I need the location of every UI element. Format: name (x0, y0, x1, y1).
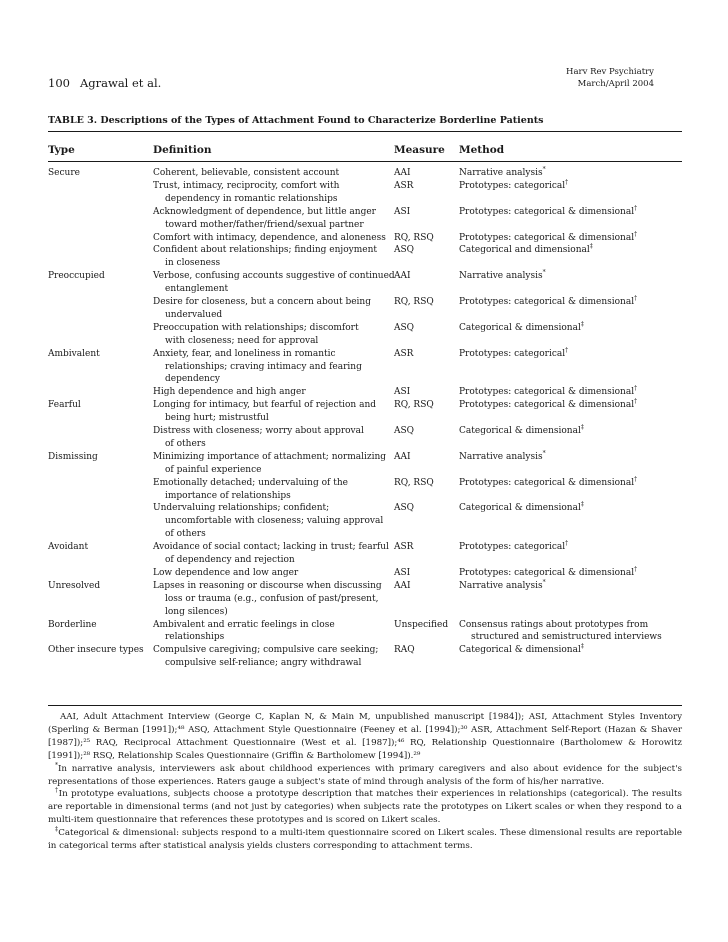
cell-method (459, 502, 684, 515)
cell-method (459, 451, 684, 464)
header-rule (48, 161, 682, 162)
definition-line: relationships (165, 632, 225, 643)
footnote-mark: ‡ (589, 243, 593, 251)
cell-definition (153, 425, 385, 451)
cell-definition (153, 206, 385, 232)
cell-definition (153, 567, 385, 580)
column-header-measure: Measure (394, 144, 445, 156)
method-line: Prototypes: categorical† (459, 540, 569, 553)
footnote-mark: * (542, 578, 546, 586)
cell-definition (153, 386, 385, 399)
cell-method (459, 167, 684, 180)
cell-type: Secure (48, 168, 80, 178)
column-header-type: Type (48, 144, 75, 156)
definition-line: Undervaluing relationships; confident; (153, 503, 330, 514)
footnote-mark: * (542, 449, 546, 457)
footnote-mark: † (55, 787, 59, 795)
method-line: Narrative analysis* (459, 449, 546, 462)
definition-line: of others (165, 529, 206, 540)
definition-line: of others (165, 438, 206, 449)
cell-definition (153, 619, 385, 645)
method-line: Narrative analysis* (459, 269, 546, 282)
footnote-mark: * (55, 761, 58, 769)
definition-line: of painful experience (165, 464, 262, 475)
cell-measure: RAQ (394, 645, 415, 656)
footnote-mark: † (565, 540, 569, 548)
cell-method (459, 180, 684, 193)
footnote-mark: † (565, 178, 569, 186)
definition-line: Lapses in reasoning or discourse when discussing (153, 580, 382, 591)
definition-line: importance of relationships (165, 490, 291, 501)
definition-line: compulsive self-reliance; angry withdrawal (165, 658, 362, 669)
cell-method (459, 232, 684, 245)
footnote-mark: ‡ (580, 424, 584, 431)
definition-line: being hurt; mistrustful (165, 413, 269, 424)
footnote-mark: † (634, 230, 638, 238)
method-line: Categorical & dimensional‡ (459, 643, 584, 656)
cell-method (459, 619, 684, 645)
cell-measure: AAI (394, 271, 411, 282)
cell-method (459, 425, 684, 438)
cell-type: Preoccupied (48, 271, 105, 282)
footnote-mark: † (565, 346, 569, 354)
method-line: Prototypes: categorical† (459, 346, 569, 359)
cell-measure: AAI (394, 580, 411, 591)
method-line: Categorical & dimensional‡ (459, 320, 584, 333)
cell-definition (153, 167, 385, 180)
cell-measure: ASI (394, 567, 411, 578)
footnote-mark: ‡ (580, 643, 584, 651)
definition-line: toward mother/father/friend/sexual partner (165, 219, 364, 230)
cell-definition (153, 180, 385, 206)
page-number: 100 (48, 76, 70, 90)
method-line: Consensus ratings about prototypes from (459, 619, 649, 630)
method-line: Prototypes: categorical & dimensional† (459, 398, 638, 411)
definition-line: Comfort with intimacy, dependence, and aloneness (153, 232, 386, 243)
footnote-mark: † (634, 204, 638, 212)
table-top-rule (48, 131, 682, 132)
method-line: Prototypes: categorical & dimensional† (459, 385, 638, 398)
cell-definition (153, 502, 385, 541)
cell-definition (153, 232, 385, 245)
definition-line: in closeness (165, 258, 221, 269)
method-line: Prototypes: categorical & dimensional† (459, 475, 638, 488)
definition-line: Minimizing importance of attachment; normalizing (153, 451, 387, 462)
cell-measure: RQ, RSQ (394, 477, 434, 488)
cell-measure: ASQ (394, 426, 415, 436)
footnote-mark: ‡ (55, 826, 59, 834)
cell-method (459, 270, 684, 283)
definition-line: of dependency and rejection (165, 555, 295, 565)
footnote-mark: † (634, 385, 638, 393)
cell-definition (153, 541, 389, 567)
running-authors: Agrawal et al. (79, 76, 162, 90)
cell-measure: ASQ (394, 245, 415, 256)
definition-line: loss or trauma (e.g., confusion of past/present, (165, 593, 379, 604)
cell-method (459, 386, 684, 399)
cell-method (459, 322, 684, 335)
cell-definition (153, 296, 385, 322)
footnote-mark: ‡ (580, 320, 584, 328)
journal-name: Harv Rev Psychiatry (566, 67, 654, 77)
definition-line: long silences) (165, 606, 228, 617)
definition-line: Emotionally detached; undervaluing of the (153, 477, 348, 488)
definition-line: Preoccupation with relationships; discomfort (153, 322, 359, 333)
definition-line: Longing for intimacy, but fearful of rejection and (153, 400, 377, 411)
definition-line: Low dependence and low anger (153, 567, 299, 578)
cell-definition (153, 322, 385, 348)
definition-line: dependency in romantic relationships (165, 193, 338, 204)
method-line: Categorical and dimensional‡ (459, 243, 593, 256)
footnote-mark: * (542, 166, 546, 173)
footnote-narrative: *In narrative analysis, interviewers ask about childhood experiences with primary caregivers and also about evidence for the subject's representations of those experiences. Raters gauge a subject's state of mind through analysis of the form of his/her narrative. (48, 761, 682, 787)
cell-method (459, 244, 684, 257)
cell-method (459, 541, 684, 554)
method-line: Prototypes: categorical† (459, 178, 569, 191)
footnote-mark: ‡ (580, 501, 584, 509)
method-line: Categorical & dimensional‡ (459, 424, 584, 436)
cell-type: Fearful (48, 400, 81, 411)
cell-type: Ambivalent (48, 348, 100, 359)
cell-measure: RQ, RSQ (394, 400, 434, 411)
column-header-definition: Definition (153, 144, 212, 156)
footnote-mark: † (634, 565, 638, 573)
definition-line: Ambivalent and erratic feelings in close (153, 619, 335, 630)
definition-line: Anxiety, fear, and loneliness in romantic (153, 348, 336, 359)
footnote-categorical: ‡Categorical & dimensional: subjects respond to a multi-item questionnaire scored on Likert scales. These dimensional results are reportable in categorical terms after statistical analysis yields clusters corresponding to attachment terms. (48, 826, 683, 852)
definition-line: Trust, intimacy, reciprocity, comfort with (153, 180, 340, 191)
method-line: Narrative analysis* (459, 166, 546, 178)
definition-line: entanglement (165, 284, 229, 295)
cell-type: Other insecure types (48, 645, 144, 656)
cell-measure: RQ, RSQ (394, 232, 434, 243)
definition-line: Acknowledgment of dependence, but little anger (153, 206, 376, 217)
method-line: Categorical & dimensional‡ (459, 501, 584, 514)
method-line: structured and semistructured interviews (471, 632, 662, 643)
footnote-mark: † (634, 398, 638, 406)
cell-definition (153, 399, 385, 425)
definition-line: dependency (165, 374, 220, 385)
cell-measure: ASR (394, 180, 414, 191)
cell-method (459, 580, 684, 593)
footnote-mark: † (634, 295, 638, 302)
cell-type: Borderline (48, 619, 97, 630)
definition-line: Avoidance of social contact; lacking in trust; fearful (153, 542, 389, 553)
table-title: TABLE 3. Descriptions of the Types of Attachment Found to Characterize Borderline Patients (48, 115, 544, 126)
cell-definition (153, 644, 385, 670)
definition-line: undervalued (165, 309, 223, 320)
cell-measure: RQ, RSQ (394, 297, 434, 307)
method-line: Prototypes: categorical & dimensional† (459, 565, 638, 578)
cell-measure: ASI (394, 387, 411, 398)
cell-method (459, 477, 684, 490)
method-line: Narrative analysis* (459, 578, 546, 591)
running-head (48, 76, 161, 90)
cell-measure: ASQ (394, 503, 415, 514)
method-line: Prototypes: categorical & dimensional† (459, 204, 638, 217)
footnote-mark: † (634, 475, 638, 483)
footnote-prototype: †In prototype evaluations, subjects choose a prototype description that matches their experiences in relationships (categorical). The results are reportable in dimensional terms (and not just by categories) when subjects rate the prototypes on Likert scales or when they respond to a multi-item questionnaire that references these prototypes and is scored on Likert scales. (48, 787, 682, 826)
cell-measure: AAI (394, 168, 411, 178)
cell-definition (153, 451, 385, 477)
definition-line: uncomfortable with closeness; valuing approval (165, 516, 384, 527)
cell-method (459, 296, 684, 309)
cell-definition (153, 580, 385, 619)
cell-definition (153, 477, 385, 503)
cell-measure: ASI (394, 206, 411, 217)
cell-measure: ASQ (394, 322, 415, 333)
cell-method (459, 399, 684, 412)
definition-line: Confident about relationships; finding enjoyment (153, 245, 377, 256)
definition-line: Distress with closeness; worry about approval (153, 426, 364, 436)
journal-issue: March/April 2004 (577, 79, 654, 89)
definition-line: Desire for closeness, but a concern about being (153, 297, 371, 307)
definition-line: Coherent, believable, consistent account (153, 168, 340, 178)
cell-method (459, 348, 684, 361)
footnote-mark: * (542, 269, 546, 277)
cell-method (459, 644, 684, 657)
table-bottom-rule (48, 705, 682, 706)
abbreviations-note: AAI, Adult Attachment Interview (George C, Kaplan N, & Main M, unpublished manuscript [1984]); ASI, Attachment Styles Inventory (Sperling & Berman [1991]);⁴⁸ ASQ, Attachment Style Questionnaire (Feeney et al. [1994]);³⁰ ASR, Attachment Self-Report (Hazan & Shaver [1987]);²⁵ RAQ, Reciprocal Attachment Questionnaire (West et al. [1987]);⁴⁶ RQ, Relationship Questionnaire (Bartholomew & Horowitz [1991]);²⁸ RSQ, Relationship Scales Questionnaire (Griffin & Bartholomew [1994]).²⁹ (48, 712, 682, 761)
definition-line: with closeness; need for approval (165, 335, 319, 346)
cell-method (459, 206, 684, 219)
definition-line: Compulsive caregiving; compulsive care seeking; (153, 645, 379, 656)
cell-definition (153, 244, 385, 270)
cell-type: Avoidant (48, 542, 89, 553)
method-line: Prototypes: categorical & dimensional† (459, 230, 638, 243)
cell-measure: Unspecified (394, 619, 449, 630)
journal-header (566, 66, 654, 90)
definition-line: High dependence and high anger (153, 387, 306, 398)
cell-definition (153, 270, 395, 296)
method-line: Prototypes: categorical & dimensional† (459, 295, 638, 307)
cell-type: Dismissing (48, 451, 98, 462)
cell-measure: ASR (394, 542, 414, 553)
definition-line: Verbose, confusing accounts suggestive of continued (153, 271, 395, 282)
table-notes (48, 711, 682, 853)
definition-line: relationships; craving intimacy and fearing (165, 361, 362, 372)
cell-definition (153, 348, 385, 387)
column-header-method: Method (459, 144, 505, 156)
cell-type: Unresolved (48, 580, 101, 591)
cell-measure: ASR (394, 348, 414, 359)
cell-measure: AAI (394, 451, 411, 462)
cell-method (459, 567, 684, 580)
